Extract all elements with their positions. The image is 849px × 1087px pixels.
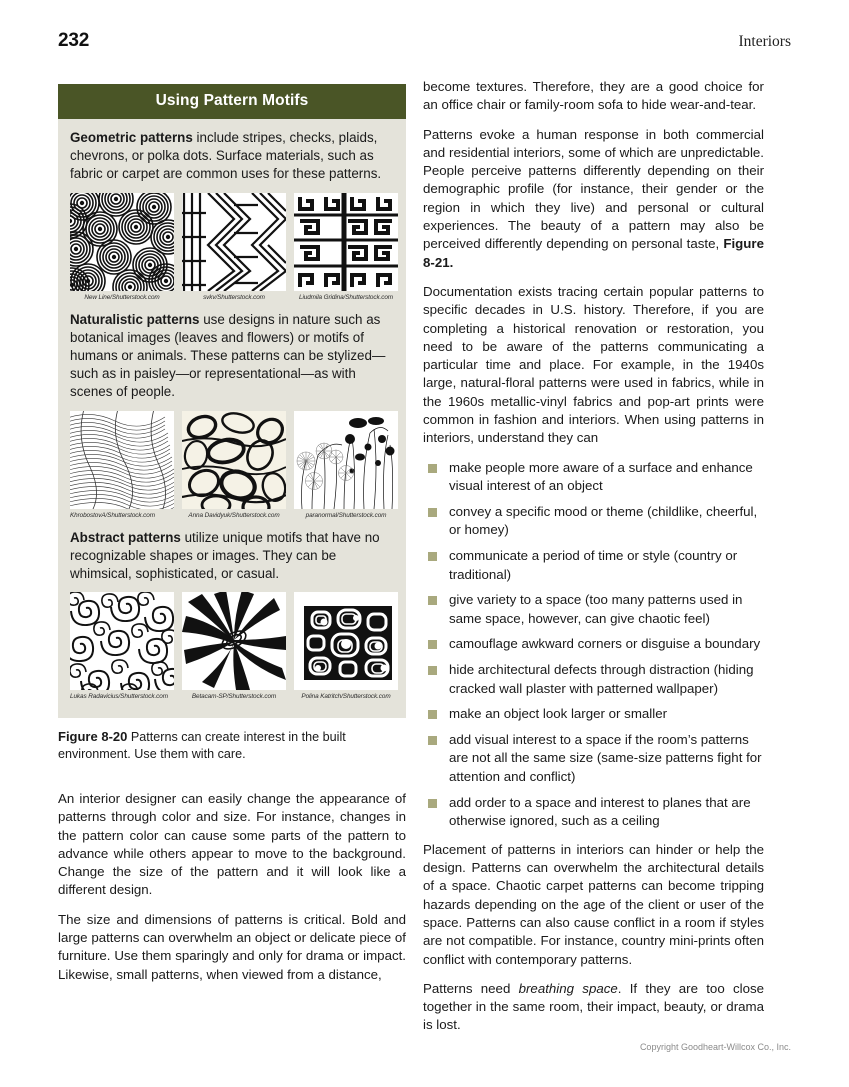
page-number: 232	[58, 30, 90, 51]
geometric-lead: Geometric patterns	[70, 130, 193, 145]
spiral-swirl-pattern-image	[70, 592, 174, 690]
paragraph: An interior designer can easily change the appearance of patterns through color and size. For instance, changes in the pattern color can cause some parts of the pattern to advance while others appear to move to the background. Change the size of the pattern and it will look like a different design.	[58, 791, 406, 898]
bullet-square-icon	[428, 464, 437, 473]
list-item	[427, 547, 764, 584]
bullet-square-icon	[428, 508, 437, 517]
list-item-label: hide architectural defects through distraction (hiding cracked wall plaster with patterned wallpaper)	[449, 661, 754, 696]
left-column-body-text	[58, 790, 406, 984]
figure-reference: Figure 8-21.	[423, 236, 764, 270]
running-head	[58, 30, 791, 56]
right-column	[423, 78, 764, 1035]
pattern-effects-list	[423, 459, 764, 831]
emphasized-term: breathing space	[518, 980, 618, 996]
paragraph	[423, 980, 764, 1035]
list-item-label: make people more aware of a surface and enhance visual interest of an object	[449, 459, 753, 494]
bullet-square-icon	[428, 666, 437, 675]
thumbnail-cell	[294, 193, 398, 310]
image-credit: svkv/Shutterstock.com	[203, 293, 265, 301]
greek-key-pattern-image	[294, 193, 398, 291]
abstract-thumbnail-row	[70, 592, 394, 709]
image-credit: Betacam-SP/Shutterstock.com	[191, 693, 277, 701]
abstract-text: utilize unique motifs that have no recognizable shapes or images. They can be whimsical, sophisticated, or casual.	[70, 529, 380, 582]
image-credit: Polina Katritch/Shutterstock.com	[301, 693, 391, 701]
thumbnail-cell	[70, 592, 174, 709]
figure-caption	[58, 729, 406, 762]
bullet-square-icon	[428, 736, 437, 745]
thumbnail-cell	[70, 193, 174, 310]
concentric-circles-pattern-image	[70, 193, 174, 291]
figure-caption-text: Patterns can create interest in the built environment. Use them with care.	[58, 730, 346, 761]
image-credit: paranormal/Shutterstock.com	[305, 511, 387, 519]
abstract-lead: Abstract patterns	[70, 529, 181, 545]
thumbnail-cell	[70, 411, 174, 528]
image-credit: KhrobostovA/Shutterstock.com	[70, 511, 155, 519]
paragraph: Placement of patterns in interiors can hinder or help the design. Patterns can overwhelm the architectural details of a space. Chaotic carpet patterns can become tripping hazards depending on the age of the client or user of the space. Patterns can also cause conflict in a room if styles are not compatible. For instance, country mini-prints often conflict with contemporary patterns.	[423, 841, 764, 967]
image-credit: Anna Davidyuk/Shutterstock.com	[188, 511, 280, 519]
maze-chevron-pattern-image	[182, 193, 286, 291]
naturalistic-paragraph	[70, 311, 394, 402]
thumbnail-cell	[182, 411, 286, 528]
left-column	[58, 84, 406, 762]
abstract-paragraph	[70, 529, 394, 584]
image-credit: Lukas Radavicius/Shutterstock.com	[70, 693, 168, 701]
paragraph: Documentation exists tracing certain popular patterns to specific decades in U.S. history. Therefore, if you are completing a historical renovation or restoration, you need to be aware of the patterns communicating a particular time and place. For example, in the 1940s large, natural-floral patterns were used in fabrics, while in the 1960s metallic-vinyl fabrics and pop-art prints were common in fashion and interiors. When using patterns in interiors, understand they can	[423, 283, 764, 446]
list-item	[427, 591, 764, 628]
op-art-twist-pattern-image	[182, 592, 286, 690]
list-item-label: convey a specific mood or theme (childlike, cheerful, or homey)	[449, 503, 758, 538]
list-item-label: give variety to a space (too many patterns used in same space, however, can give chaotic feel)	[449, 592, 743, 626]
dandelion-silhouette-pattern-image	[294, 411, 398, 509]
feature-box-body	[58, 119, 406, 718]
paragraph	[423, 126, 764, 272]
list-item-label: add visual interest to a space if the room’s patterns are not all the same size (same-size patterns fight for attention and conflict)	[449, 731, 762, 784]
thumbnail-cell	[182, 592, 286, 709]
list-item	[427, 661, 764, 698]
bullet-square-icon	[428, 799, 437, 808]
paragraph-text: Patterns evoke a human response in both commercial and residential interiors, some of which are unpredictable. People perceive patterns differently depending on their demographic profile (for instance, their gender or the region in which they live) and personal or cultural experiences. The beauty of a pattern may also be perceived differently depending on personal taste,	[423, 126, 764, 252]
bullet-square-icon	[428, 640, 437, 649]
paragraph: The size and dimensions of patterns is critical. Bold and large patterns can overwhelm an object or delicate piece of furniture. Use them sparingly and only for drama or impact. Likewise, small patterns, when viewed from a distance,	[58, 911, 406, 982]
figure-caption-label: Figure 8-20	[58, 729, 128, 745]
organic-pebble-outline-pattern-image	[182, 411, 286, 509]
list-item-label: add order to a space and interest to planes that are otherwise ignored, such as a ceiling	[449, 794, 751, 829]
thumbnail-cell	[182, 193, 286, 310]
thumbnail-cell	[294, 592, 398, 709]
geometric-paragraph	[70, 129, 394, 184]
feature-box	[58, 84, 406, 718]
paragraph: become textures. Therefore, they are a good choice for an office chair or family-room sofa to hide wear-and-tear.	[423, 79, 764, 113]
bullet-square-icon	[428, 596, 437, 605]
geometric-text: include stripes, checks, plaids, chevrons, or polka dots. Surface materials, such as fabric or carpet are common uses for these patterns.	[70, 130, 382, 182]
paragraph-text: . If they are too close together in the same room, their impact, beauty, or drama is lost.	[423, 980, 765, 1033]
image-credit: New Line/Shutterstock.com	[84, 293, 160, 301]
list-item-label: make an object look larger or smaller	[449, 706, 668, 722]
feature-box-title: Using Pattern Motifs	[58, 84, 406, 119]
list-item	[427, 635, 764, 654]
thumbnail-cell	[294, 411, 398, 528]
list-item-label: communicate a period of time or style (country or traditional)	[449, 548, 738, 582]
list-item-label: camouflage awkward corners or disguise a boundary	[449, 636, 761, 652]
bullet-square-icon	[428, 710, 437, 719]
list-item	[427, 459, 764, 496]
list-item	[427, 503, 764, 540]
list-item	[427, 794, 764, 831]
image-credit: Liudmila Gridina/Shutterstock.com	[298, 293, 394, 301]
list-item	[427, 731, 764, 787]
naturalistic-text: use designs in nature such as botanical images (leaves and flowers) or motifs of humans or animals. These patterns can be stylized—such as in paisley—or representational—as with scenes of people.	[70, 311, 386, 400]
bullet-square-icon	[428, 552, 437, 561]
naturalistic-thumbnail-row	[70, 411, 394, 528]
geometric-thumbnail-row	[70, 193, 394, 310]
rounded-square-abstract-pattern-image	[294, 592, 398, 690]
copyright-footer: Copyright Goodheart-Willcox Co., Inc.	[639, 1042, 791, 1052]
line-art-leaves-pattern-image	[70, 411, 174, 509]
paragraph-text: Patterns need	[423, 980, 519, 996]
list-item	[427, 705, 764, 724]
book-title: Interiors	[738, 33, 791, 50]
naturalistic-lead: Naturalistic patterns	[70, 311, 200, 327]
